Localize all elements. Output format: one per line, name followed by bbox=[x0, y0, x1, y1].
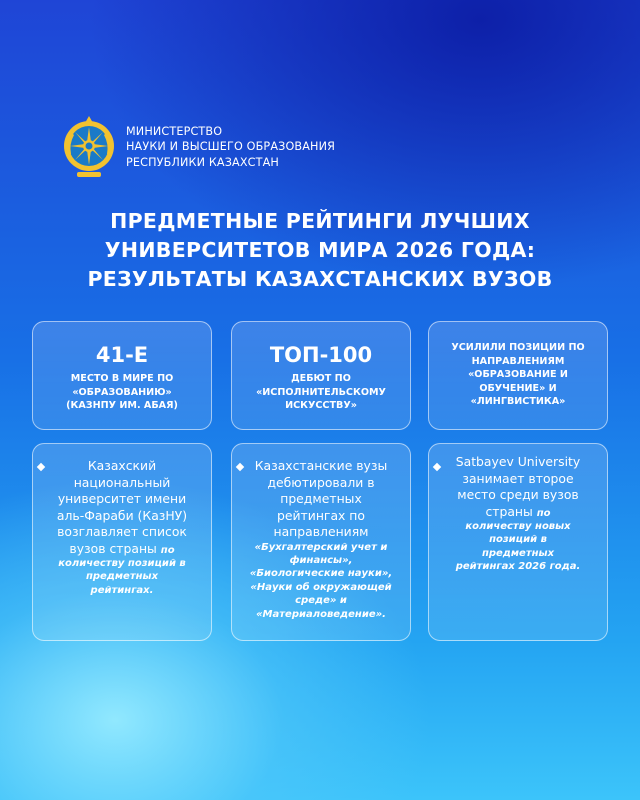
emphasis-line: среде» и bbox=[295, 595, 347, 607]
ministry-name bbox=[126, 124, 335, 171]
caption-line: ДЕБЮТ ПО bbox=[291, 373, 351, 384]
detail-line: национальный bbox=[73, 474, 171, 490]
detail-text bbox=[429, 454, 607, 574]
detail-text bbox=[33, 458, 211, 597]
detail-line: место среди вузов bbox=[457, 487, 579, 502]
emphasis-line: «Материаловедение». bbox=[256, 608, 386, 620]
title-line: УНИВЕРСИТЕТОВ МИРА 2026 ГОДА: bbox=[104, 238, 536, 262]
caption-line: «ИСПОЛНИТЕЛЬСКОМУ bbox=[256, 386, 386, 398]
caption-line: ОБУЧЕНИЕ» И bbox=[479, 382, 557, 394]
caption-line: «ОБРАЗОВАНИЮ» bbox=[72, 386, 172, 398]
emphasis-line: рейтингах 2026 года. bbox=[455, 561, 581, 573]
detail-card-kaznu bbox=[32, 443, 212, 641]
detail-line: аль-Фараби (КазНУ) bbox=[56, 507, 188, 523]
detail-line: рейтингах по bbox=[277, 507, 365, 523]
detail-line bbox=[33, 541, 211, 558]
detail-line: университет имени bbox=[57, 491, 187, 506]
emphasis-line: предметных bbox=[85, 571, 159, 583]
ministry-line: РЕСПУБЛИКИ КАЗАХСТАН bbox=[126, 155, 279, 169]
page-title bbox=[0, 207, 640, 294]
emphasis-word: по bbox=[536, 507, 551, 519]
kazakhstan-emblem-icon bbox=[62, 114, 116, 180]
detail-line: занимает второе bbox=[462, 470, 574, 486]
caption-line: «ОБРАЗОВАНИЕ И bbox=[468, 369, 568, 380]
highlight-caption bbox=[33, 372, 211, 413]
detail-line-text: страны bbox=[485, 503, 533, 519]
emphasis-line: рейтингах. bbox=[90, 584, 154, 596]
detail-card-satbayev bbox=[428, 443, 608, 641]
emphasis-line: количеству новых bbox=[465, 521, 571, 532]
caption-line: (КАЗНПУ ИМ. АБАЯ) bbox=[66, 400, 178, 411]
detail-line: Казахстанские вузы bbox=[254, 458, 388, 473]
detail-line: возглавляет список bbox=[57, 524, 187, 539]
emphasis-line: «Науки об окружающей bbox=[250, 581, 392, 593]
emphasis-line: предметных bbox=[481, 547, 555, 559]
highlight-value: 41-Е bbox=[95, 343, 149, 367]
detail-line: дебютировали в bbox=[267, 474, 375, 490]
highlight-caption bbox=[232, 372, 410, 413]
caption-line: «ЛИНГВИСТИКА» bbox=[470, 396, 566, 407]
detail-card-debut bbox=[231, 443, 411, 641]
detail-line bbox=[429, 504, 607, 521]
ministry-line: НАУКИ И ВЫСШЕГО ОБРАЗОВАНИЯ bbox=[126, 140, 336, 154]
caption-line: МЕСТО В МИРЕ ПО bbox=[70, 373, 174, 384]
emphasis-line: позиций в bbox=[489, 534, 547, 546]
detail-text bbox=[232, 458, 410, 621]
ministry-header bbox=[62, 114, 335, 180]
highlight-value: ТОП-100 bbox=[269, 343, 373, 367]
highlight-caption bbox=[429, 341, 607, 409]
emphasis-line: финансы», bbox=[289, 554, 353, 566]
highlight-card-positions bbox=[428, 321, 608, 430]
caption-line: УСИЛИЛИ ПОЗИЦИИ ПО bbox=[451, 342, 585, 353]
caption-line: НАПРАВЛЕНИЯМ bbox=[471, 355, 565, 367]
emphasis-line: количеству позиций в bbox=[58, 558, 186, 569]
caption-line: ИСКУССТВУ» bbox=[285, 400, 357, 411]
highlight-card-top100 bbox=[231, 321, 411, 430]
ministry-line: МИНИСТЕРСТВО bbox=[126, 124, 223, 138]
title-line: РЕЗУЛЬТАТЫ КАЗАХСТАНСКИХ ВУЗОВ bbox=[87, 267, 553, 291]
detail-line: Satbayev University bbox=[455, 454, 581, 469]
highlight-card-rank bbox=[32, 321, 212, 430]
emphasis-line: «Бухгалтерский учет и bbox=[254, 541, 388, 553]
detail-line: Казахский bbox=[87, 458, 157, 473]
emphasis-line: «Биологические науки», bbox=[249, 568, 393, 580]
detail-line: предметных bbox=[280, 491, 362, 506]
detail-line-text: вузов страны bbox=[69, 540, 157, 556]
title-line: ПРЕДМЕТНЫЕ РЕЙТИНГИ ЛУЧШИХ bbox=[110, 209, 530, 233]
emphasis-word: по bbox=[160, 544, 175, 556]
detail-line: направлениям bbox=[273, 524, 369, 539]
